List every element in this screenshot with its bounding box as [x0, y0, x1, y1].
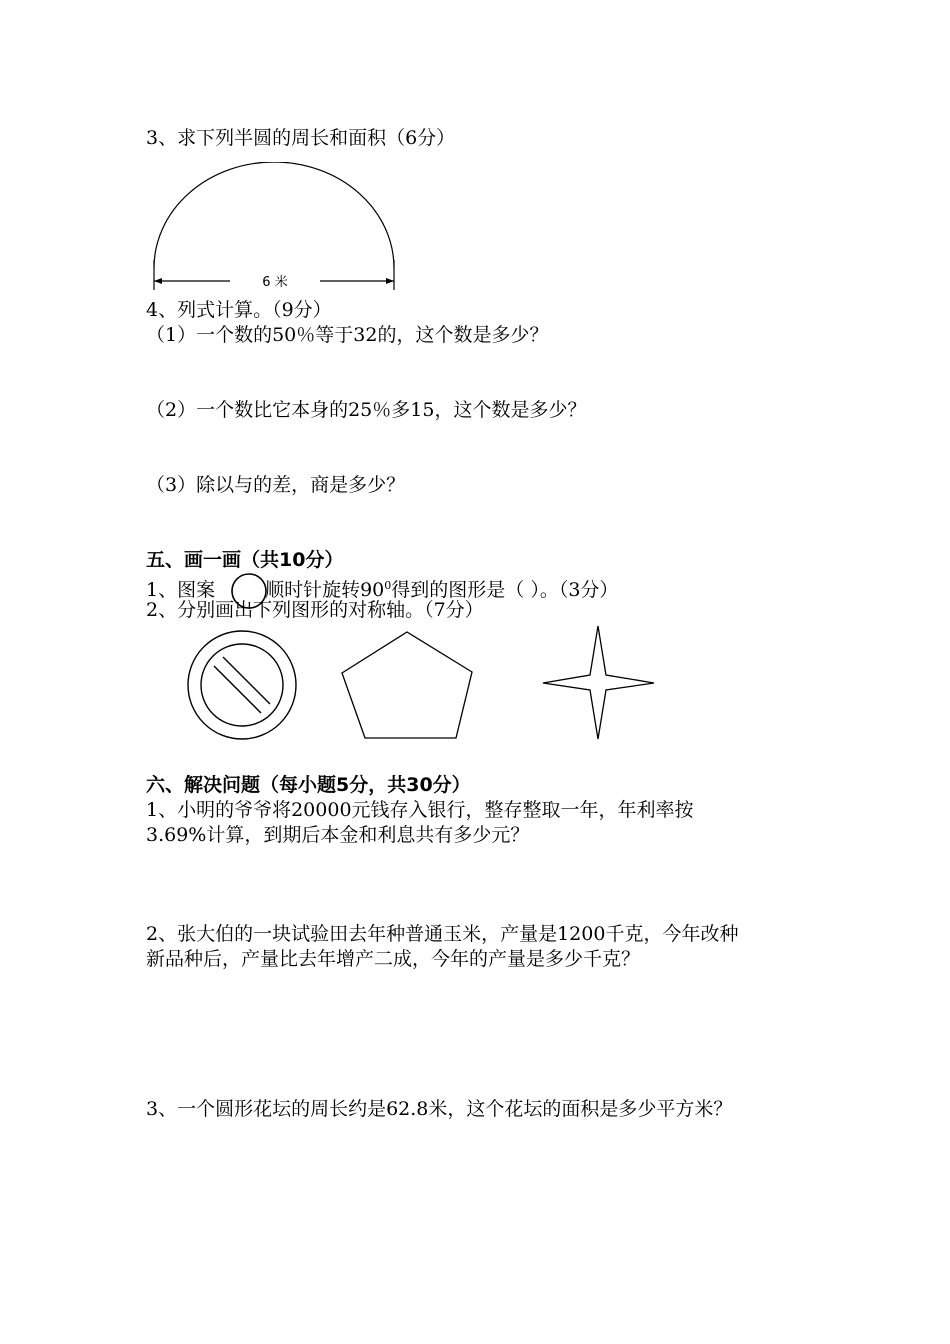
q4-title: 4、列式计算。（9分）: [146, 299, 332, 321]
section6-heading: 六、解决问题（每小题5分，共30分）: [146, 774, 471, 796]
semicircle-figure: [148, 162, 400, 292]
section5-q2: 2、分别画出下列图形的对称轴。（7分）: [146, 599, 484, 621]
dimension-arrow-right: [386, 278, 394, 284]
degree-superscript: 0: [384, 579, 392, 592]
q4-item-2: （2）一个数比它本身的25％多15，这个数是多少？: [146, 399, 587, 421]
diameter-label: 6 米: [262, 275, 288, 290]
section6-q1-line2: 3.69%计算，到期后本金和利息共有多少元？: [146, 824, 530, 846]
pentagon-shape: [338, 628, 478, 742]
section6-q2-line1: 2、张大伯的一块试验田去年种普通玉米，产量是1200千克，今年改种: [146, 923, 739, 945]
section5-q1-after-pre: 顺时针旋转90: [265, 579, 385, 601]
no-entry-sign-shape: [185, 628, 299, 742]
section6-q2-line2: 新品种后，产量比去年增产二成，今年的产量是多少千克？: [146, 948, 641, 970]
section5-q1-before: 1、图案: [146, 579, 216, 601]
q4-item-1: （1）一个数的50％等于32的，这个数是多少？: [146, 324, 549, 346]
q3-title: 3、求下列半圆的周长和面积（6分）: [146, 127, 456, 149]
dimension-arrow-left: [154, 278, 162, 284]
section5-q1-after-post: 得到的图形是（ ）。（3分）: [391, 579, 619, 601]
section5-heading: 五、画一画（共10分）: [146, 549, 344, 571]
four-point-star-shape: [540, 623, 658, 743]
semicircle-arc: [154, 162, 394, 268]
q4-item-3: （3）除以与的差，商是多少？: [146, 474, 406, 496]
section6-q3: 3、一个圆形花坛的周长约是62.8米，这个花坛的面积是多少平方米？: [146, 1098, 733, 1120]
section6-q1-line1: 1、小明的爷爷将20000元钱存入银行，整存整取一年，年利率按: [146, 799, 694, 821]
